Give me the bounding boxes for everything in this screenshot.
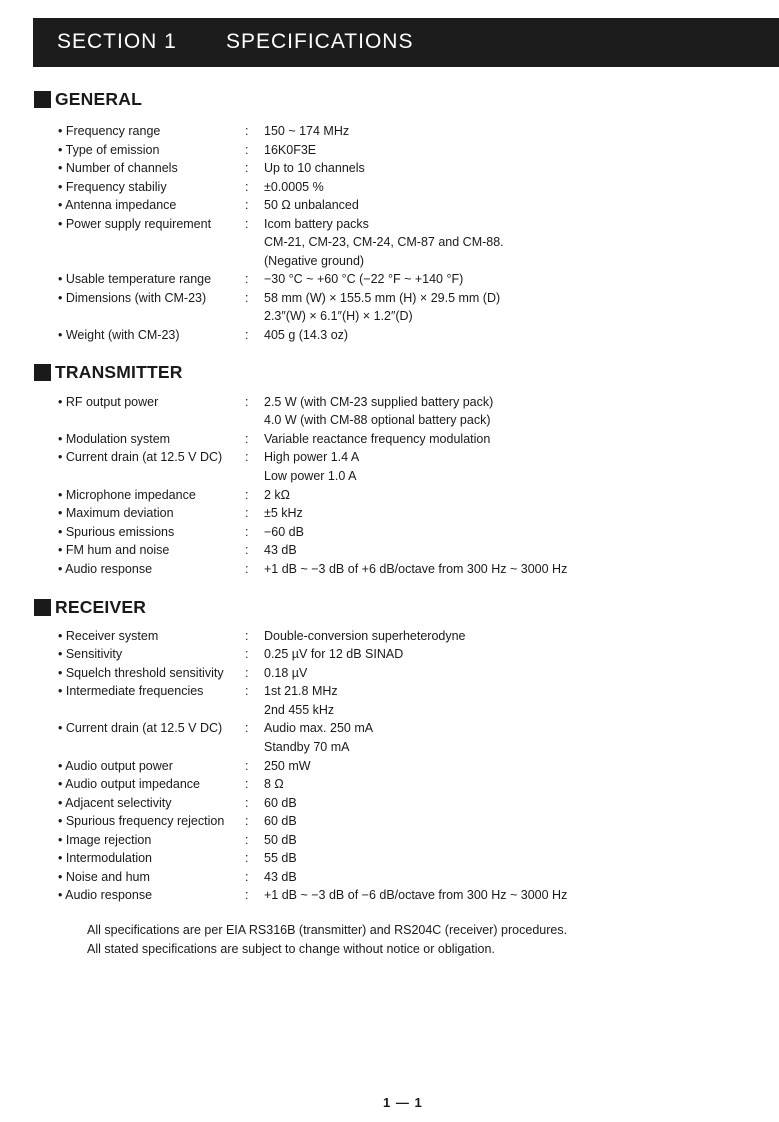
section-number: SECTION 1 xyxy=(57,30,177,53)
spec-value-continuation: 2nd 455 kHz xyxy=(264,703,335,717)
page-number: 1 — 1 xyxy=(383,1095,423,1110)
transmitter-heading: TRANSMITTER xyxy=(34,362,183,382)
spec-value-continuation: 2.3″(W) × 6.1″(H) × 1.2″(D) xyxy=(264,309,413,323)
footnote: All stated specifications are subject to change without notice or obligation. xyxy=(87,942,495,956)
general-heading: GENERAL xyxy=(34,89,142,109)
receiver-heading: RECEIVER xyxy=(34,597,146,617)
spec-value-continuation: 4.0 W (with CM-88 optional battery pack) xyxy=(264,413,491,427)
spec-value-continuation: Standby 70 mA xyxy=(264,740,350,754)
spec-value-continuation: Low power 1.0 A xyxy=(264,469,357,483)
spec-value-continuation: (Negative ground) xyxy=(264,254,365,268)
section-title: SPECIFICATIONS xyxy=(226,30,414,53)
spec-value-continuation: CM-21, CM-23, CM-24, CM-87 and CM-88. xyxy=(264,235,504,249)
footnote: All specifications are per EIA RS316B (transmitter) and RS204C (receiver) procedures. xyxy=(87,923,568,937)
section-bullet-square xyxy=(34,91,51,108)
section-bullet-square xyxy=(34,599,51,616)
section-bullet-square xyxy=(34,364,51,381)
section-header-bar xyxy=(33,18,779,67)
